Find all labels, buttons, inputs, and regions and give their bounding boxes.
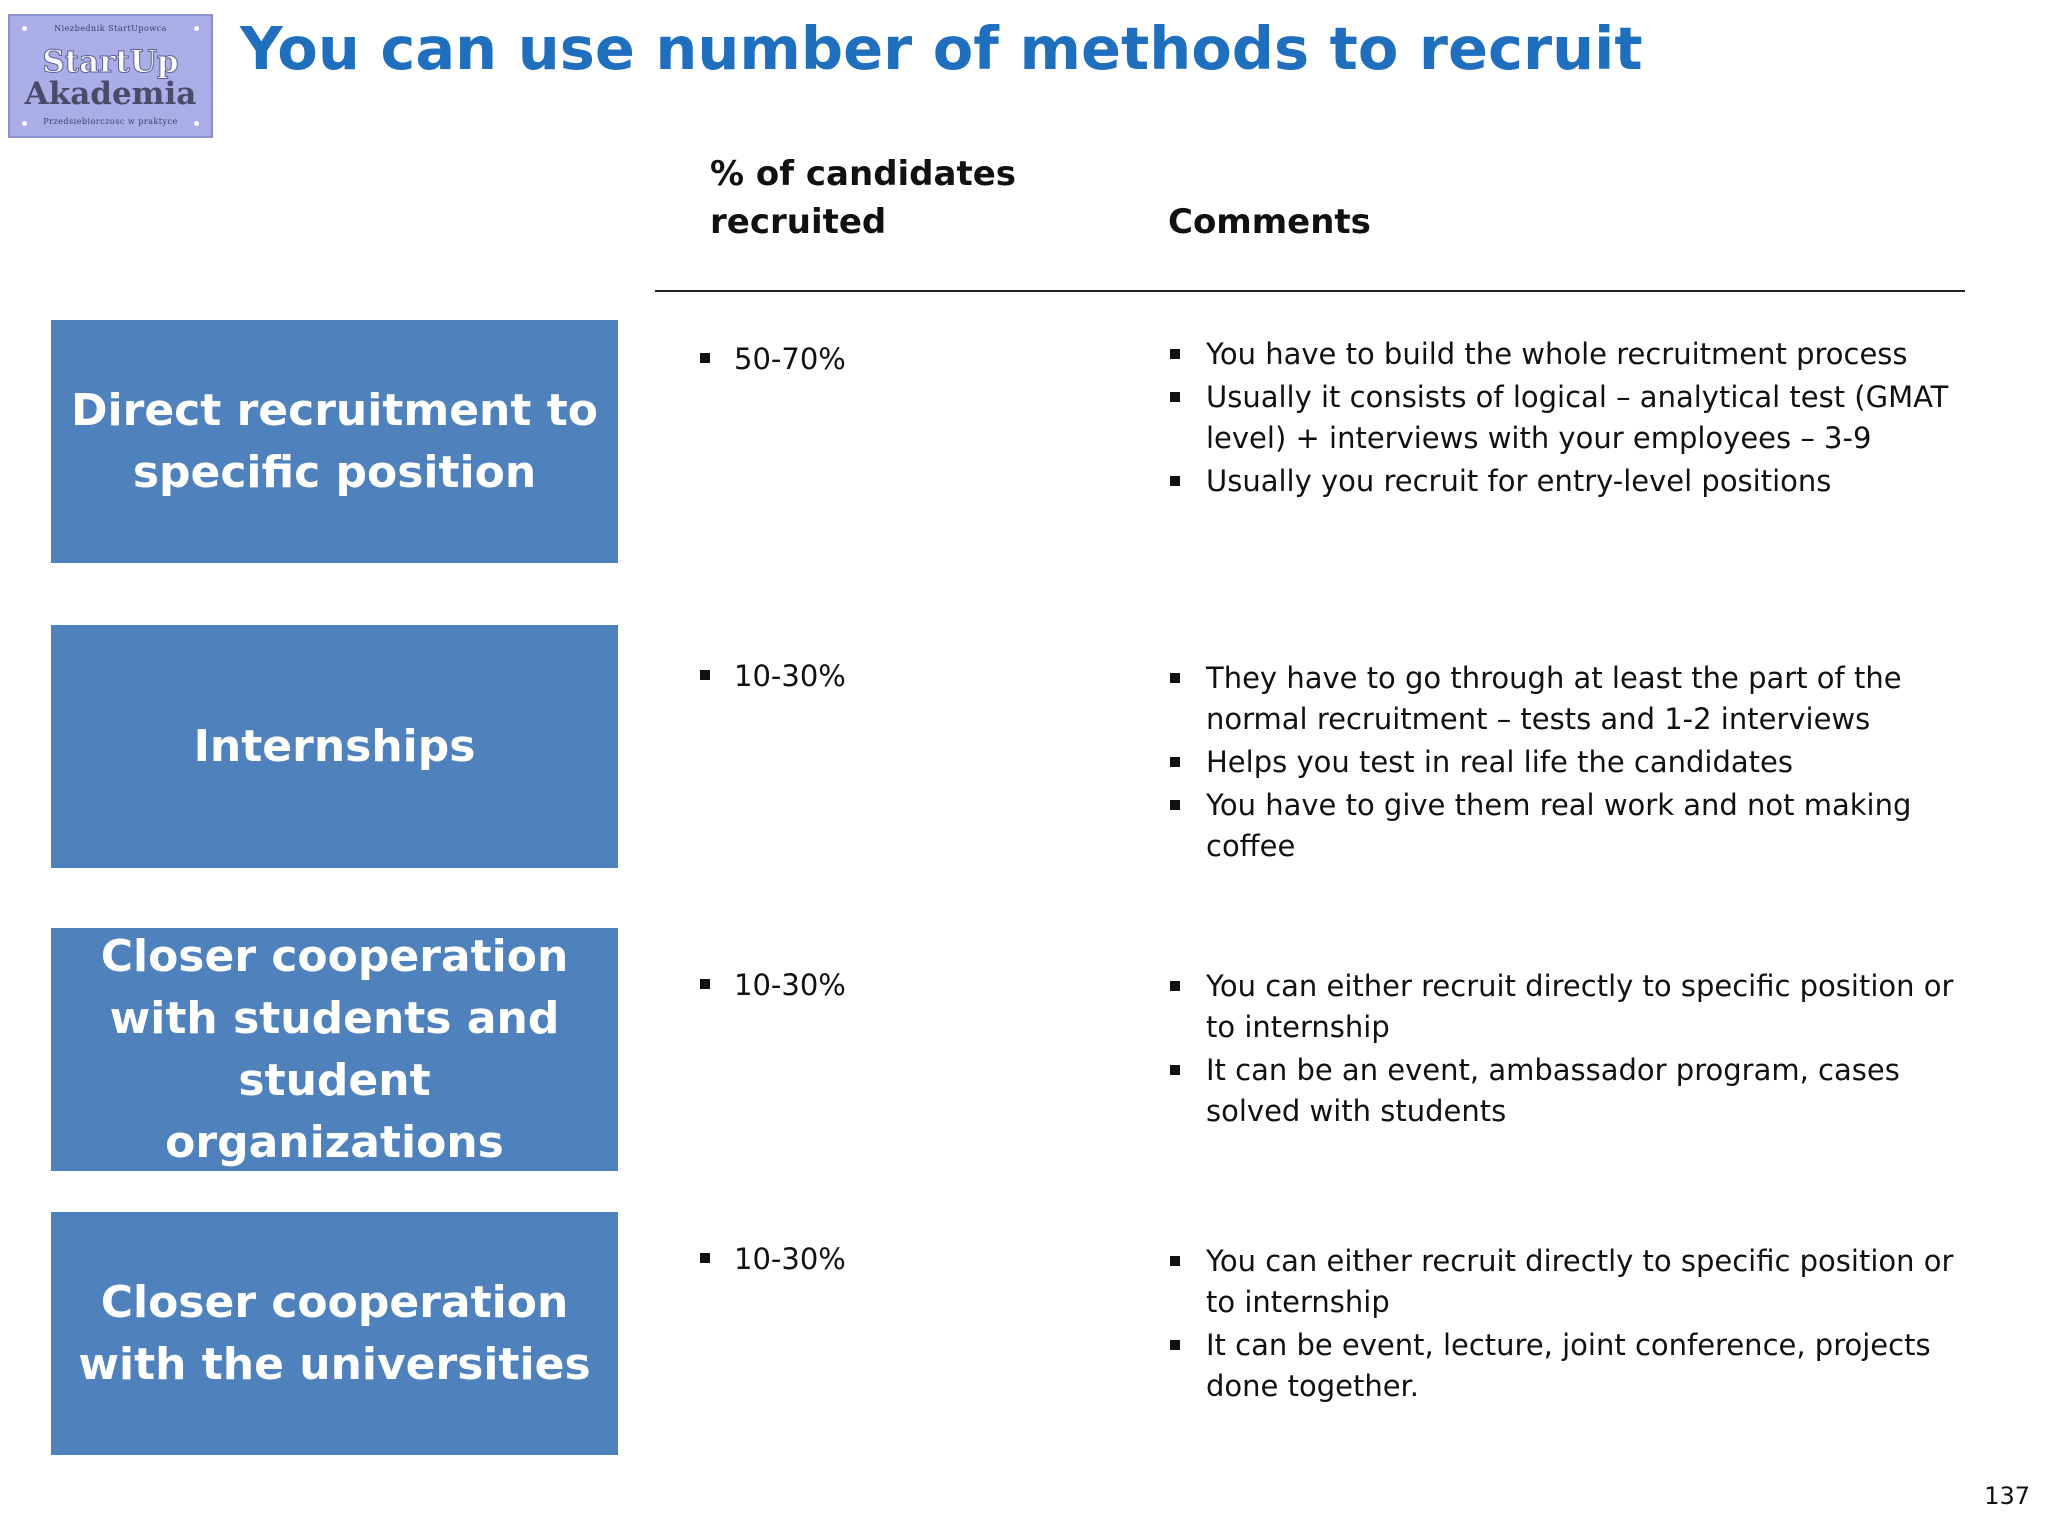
comment-text: You can either recruit directly to specific position or to internship: [1206, 1244, 1954, 1319]
comment-item: [1168, 658, 1988, 740]
comment-text: Usually it consists of logical – analytical test (GMAT level) + interviews with your employees – 3-9: [1206, 380, 1949, 455]
percent-value: [700, 1242, 846, 1276]
bullet-square-icon: [1170, 757, 1180, 767]
percent-value: [700, 968, 846, 1002]
comment-item: [1168, 461, 1988, 502]
startup-akademia-logo: [8, 14, 213, 138]
percent-column-header: [710, 150, 1016, 246]
comments-list: [1168, 658, 1988, 869]
percent-header-line-1: % of candidates: [710, 154, 1017, 194]
comment-item: [1168, 334, 1988, 375]
method-label: Closer cooperation with students and student organizations: [100, 930, 569, 1168]
method-box-internships: [51, 625, 618, 868]
percent-text: 10-30%: [734, 659, 846, 693]
bullet-square-icon: [1170, 476, 1180, 486]
comment-text: Helps you test in real life the candidates: [1206, 745, 1793, 779]
bullet-square-icon: [1170, 392, 1180, 402]
bullet-square-icon: [700, 1253, 710, 1263]
percent-header-line-2: recruited: [710, 202, 887, 242]
slide-title: You can use number of methods to recruit: [240, 14, 1643, 83]
bullet-square-icon: [1170, 1065, 1180, 1075]
comment-item: [1168, 742, 1988, 783]
comment-text: You have to build the whole recruitment process: [1206, 337, 1908, 371]
comment-text: You have to give them real work and not making coffee: [1206, 788, 1912, 863]
method-box-university-cooperation: [51, 1212, 618, 1455]
comment-text: Usually you recruit for entry-level positions: [1206, 464, 1832, 498]
method-label: Internships: [193, 720, 476, 772]
percent-value: [700, 342, 846, 376]
comments-list: [1168, 1241, 1988, 1409]
bullet-square-icon: [1170, 349, 1180, 359]
percent-text: 10-30%: [734, 1242, 846, 1276]
bullet-square-icon: [700, 979, 710, 989]
percent-value: [700, 659, 846, 693]
comment-item: [1168, 1050, 1988, 1132]
bullet-square-icon: [1170, 800, 1180, 810]
bullet-square-icon: [700, 670, 710, 680]
comment-item: [1168, 377, 1988, 459]
bullet-square-icon: [1170, 981, 1180, 991]
logo-line-1: StartUp: [42, 44, 179, 80]
comments-list: [1168, 966, 1988, 1134]
comment-item: [1168, 1241, 1988, 1323]
percent-text: 10-30%: [734, 968, 846, 1002]
comment-item: [1168, 785, 1988, 867]
comment-text: It can be an event, ambassador program, cases solved with students: [1206, 1053, 1900, 1128]
bullet-square-icon: [1170, 1256, 1180, 1266]
method-box-direct-recruitment: [51, 320, 618, 563]
comment-item: [1168, 1325, 1988, 1407]
comment-text: You can either recruit directly to specific position or to internship: [1206, 969, 1954, 1044]
page-number: 137: [1984, 1482, 2030, 1510]
comments-column-header: Comments: [1168, 202, 1371, 242]
logo-top-text: Niezbednik StartUpowca: [54, 24, 167, 33]
method-label: Direct recruitment to specific position: [71, 384, 598, 498]
method-box-student-cooperation: [51, 928, 618, 1171]
bullet-square-icon: [700, 353, 710, 363]
comment-text: They have to go through at least the part of the normal recruitment – tests and 1-2 interviews: [1206, 661, 1902, 736]
header-divider: [655, 290, 1965, 292]
percent-text: 50-70%: [734, 342, 846, 376]
bullet-square-icon: [1170, 673, 1180, 683]
method-label: Closer cooperation with the universities: [78, 1276, 591, 1390]
logo-bottom-text: Przedsiebiorczosc w praktyce: [43, 117, 178, 126]
comments-list: [1168, 334, 1988, 504]
comment-item: [1168, 966, 1988, 1048]
bullet-square-icon: [1170, 1340, 1180, 1350]
logo-line-2: Akademia: [24, 76, 197, 112]
comment-text: It can be event, lecture, joint conference, projects done together.: [1206, 1328, 1931, 1403]
